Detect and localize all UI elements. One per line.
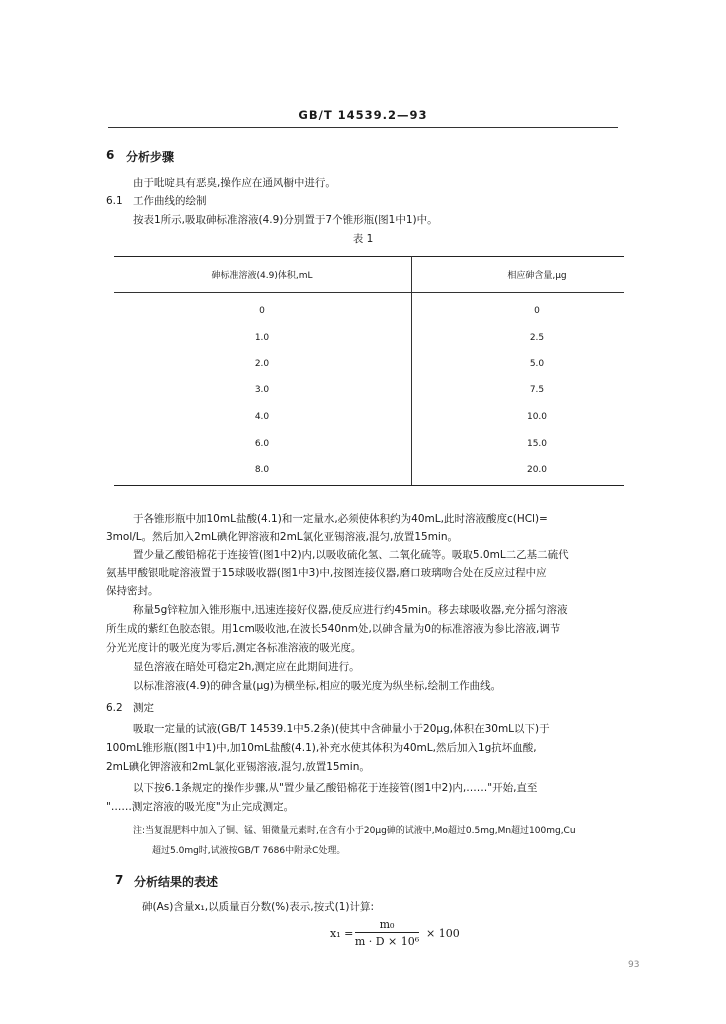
subsection-6-1-title: 工作曲线的绘制 [133, 195, 207, 207]
paragraph-6-line-3: 2mL碘化钾溶液和2mL氯化亚锡溶液,混匀,放置15min。 [106, 761, 370, 773]
table-cell: 2.0 [254, 359, 270, 369]
section-6-heading: 分析步骤 [126, 150, 175, 164]
table-cell: 4.0 [254, 412, 270, 422]
table-cell: 0 [534, 306, 540, 316]
table-cell: 6.0 [254, 439, 270, 449]
section-7-text: 砷(As)含量x₁,以质量百分数(%)表示,按式(1)计算: [142, 901, 375, 913]
paragraph-3-line-3: 分光光度计的吸光度为零后,测定各标准溶液的吸光度。 [106, 642, 362, 654]
paragraph-5: 以标准溶液(4.9)的砷含量(μg)为横坐标,相应的吸光度为纵坐标,绘制工作曲线。 [133, 680, 502, 692]
header-rule [108, 127, 618, 128]
table-cell: 7.5 [529, 385, 545, 395]
subsection-6-1-number: 6.1 [106, 195, 123, 207]
note-line-2: 超过5.0mg时,试液按GB/T 7686中附录C处理。 [152, 846, 346, 856]
paragraph-3-line-1: 称量5g锌粒加入锥形瓶中,迅速连接好仪器,使反应进行约45min。移去球吸收器,充分摇匀溶液 [133, 604, 568, 616]
paragraph-2-line-3: 保持密封。 [106, 585, 159, 597]
table-top-rule [114, 256, 624, 257]
table-column-divider [411, 256, 412, 485]
table-cell: 8.0 [254, 465, 270, 475]
formula-fraction-bar [355, 932, 419, 933]
note-line-1: 注:当复混肥料中加入了铜、锰、钼微量元素时,在含有小于20μg砷的试液中,Mo超过0.5mg,Mn超过100mg,Cu [133, 826, 576, 836]
subsection-6-2-title: 测定 [133, 702, 154, 714]
table-header-volume: 砷标准溶液(4.9)体积,mL [211, 271, 313, 281]
table-cell: 2.5 [529, 333, 545, 343]
paragraph-3-line-2: 所生成的紫红色胶态银。用1cm吸收池,在波长540nm处,以砷含量为0的标准溶液为参比溶液,调节 [106, 623, 561, 635]
paragraph-2-line-1: 置少量乙酸铅棉花于连接管(图1中2)内,以吸收硫化氢、二氧化硫等。吸取5.0mL二乙基二硫代 [133, 549, 569, 561]
paragraph-7-line-2: "……测定溶液的吸光度"为止完成测定。 [106, 801, 295, 813]
paragraph-1-line-1: 于各锥形瓶中加10mL盐酸(4.1)和一定量水,必须使体积约为40mL,此时溶液酸度c(HCl)= [133, 513, 548, 525]
table-cell: 5.0 [529, 359, 545, 369]
page-number: 93 [628, 960, 640, 970]
section-7-heading: 分析结果的表述 [134, 875, 219, 889]
formula-lhs: x₁ = [330, 927, 354, 940]
formula-denominator: m · D × 10⁶ [354, 935, 420, 948]
paragraph-6-line-1: 吸取一定量的试液(GB/T 14539.1中5.2条)(使其中含砷量小于20μg,体积在30mL以下)于 [133, 723, 550, 735]
section-7-number: 7 [115, 873, 124, 887]
table-cell: 3.0 [254, 385, 270, 395]
paragraph-7-line-1: 以下按6.1条规定的操作步骤,从"置少量乙酸铅棉花于连接管(图1中2)内,……"开始,直至 [133, 782, 538, 794]
subsection-6-1-text: 按表1所示,吸取砷标准溶液(4.9)分别置于7个锥形瓶(图1中1)中。 [133, 214, 438, 226]
paragraph-6-line-2: 100mL锥形瓶(图1中1)中,加10mL盐酸(4.1),补充水使其体积为40mL,然后加入1g抗坏血酸, [106, 742, 537, 754]
table-cell: 1.0 [254, 333, 270, 343]
page-header: GB/T 14539.2—93 [298, 108, 428, 122]
formula-tail: × 100 [426, 927, 460, 940]
paragraph-4: 显色溶液在暗处可稳定2h,测定应在此期间进行。 [133, 661, 360, 673]
section-6-number: 6 [106, 148, 115, 162]
table-header-rule [114, 292, 624, 293]
table-cell: 10.0 [526, 412, 548, 422]
table-title: 表 1 [352, 233, 374, 245]
table-cell: 15.0 [526, 439, 548, 449]
section-6-intro: 由于吡啶具有恶臭,操作应在通风橱中进行。 [133, 177, 336, 189]
table-header-arsenic: 相应砷含量,μg [507, 271, 567, 281]
subsection-6-2-number: 6.2 [106, 702, 123, 714]
paragraph-1-line-2: 3mol/L。然后加入2mL碘化钾溶液和2mL氯化亚锡溶液,混匀,放置15min。 [106, 531, 458, 543]
table-cell: 0 [259, 306, 265, 316]
table-bottom-rule [114, 485, 624, 486]
paragraph-2-line-2: 氨基甲酸银吡啶溶液置于15球吸收器(图1中3)中,按图连接仪器,磨口玻璃吻合处在反应过程中应 [106, 567, 547, 579]
table-cell: 20.0 [526, 465, 548, 475]
formula-numerator: m₀ [379, 918, 395, 931]
